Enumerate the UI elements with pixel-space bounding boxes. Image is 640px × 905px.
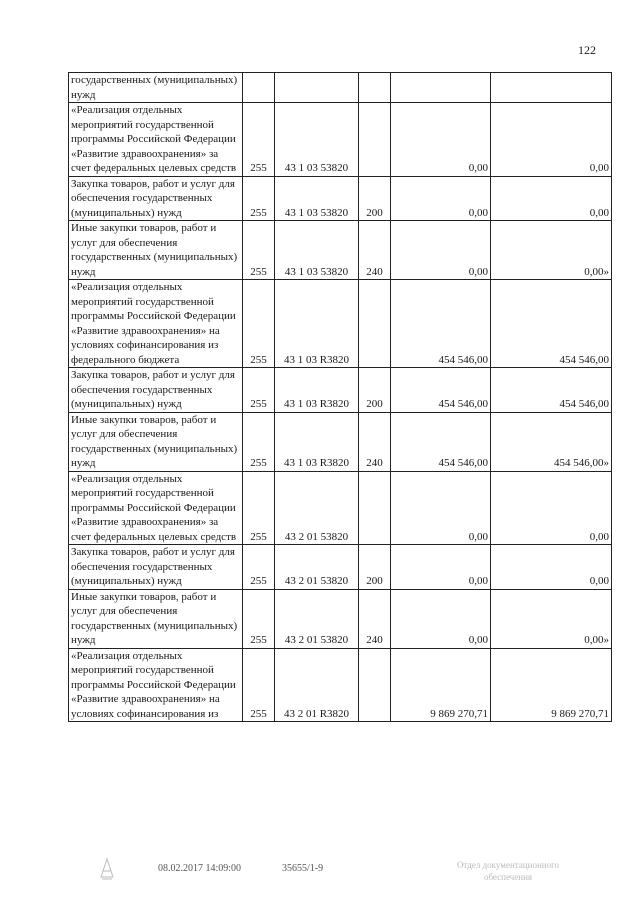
- row-target-code-cell: 43 1 03 R3820: [275, 412, 359, 471]
- row-name-cell: Иные закупки товаров, работ и услуг для обеспечения государственных (муниципальных) нужд: [69, 589, 243, 648]
- table-row: [69, 545, 612, 590]
- row-target-code-cell: 43 1 03 53820: [275, 221, 359, 280]
- row-sum-secondary-cell: 454 546,00»: [491, 412, 612, 471]
- row-sum-secondary-cell: 0,00»: [491, 221, 612, 280]
- row-expense-type-cell: 200: [359, 176, 391, 221]
- row-dept-code-cell: 255: [243, 471, 275, 545]
- row-target-code-cell: 43 2 01 53820: [275, 471, 359, 545]
- table-row: [69, 412, 612, 471]
- table-row: [69, 648, 612, 722]
- row-target-code-cell: 43 1 03 R3820: [275, 368, 359, 413]
- row-sum-primary-cell: 0,00: [391, 103, 491, 177]
- row-target-code-cell: 43 1 03 R3820: [275, 280, 359, 368]
- row-expense-type-cell: [359, 471, 391, 545]
- table-row: [69, 368, 612, 413]
- row-target-code-cell: 43 1 03 53820: [275, 176, 359, 221]
- table-row: [69, 73, 612, 103]
- row-sum-primary-cell: 0,00: [391, 545, 491, 590]
- row-expense-type-cell: [359, 103, 391, 177]
- row-dept-code-cell: [243, 73, 275, 103]
- page-number: 122: [578, 43, 596, 57]
- row-sum-secondary-cell: 0,00: [491, 545, 612, 590]
- table-row: [69, 176, 612, 221]
- row-sum-primary-cell: 454 546,00: [391, 280, 491, 368]
- row-name-cell: Иные закупки товаров, работ и услуг для обеспечения государственных (муниципальных) нужд: [69, 412, 243, 471]
- row-dept-code-cell: 255: [243, 176, 275, 221]
- row-name-cell: государственных (муниципальных) нужд: [69, 73, 243, 103]
- row-sum-primary-cell: 454 546,00: [391, 368, 491, 413]
- row-name-cell: «Реализация отдельных мероприятий государственной программы Российской Федерации «Развитие здравоохранения» на условиях софинансирования из: [69, 648, 243, 722]
- row-dept-code-cell: 255: [243, 648, 275, 722]
- row-expense-type-cell: 240: [359, 221, 391, 280]
- row-dept-code-cell: 255: [243, 412, 275, 471]
- row-dept-code-cell: 255: [243, 589, 275, 648]
- row-target-code-cell: 43 2 01 53820: [275, 589, 359, 648]
- row-sum-secondary-cell: 454 546,00: [491, 368, 612, 413]
- row-sum-primary-cell: 0,00: [391, 589, 491, 648]
- row-target-code-cell: 43 1 03 53820: [275, 103, 359, 177]
- table-row: [69, 221, 612, 280]
- row-expense-type-cell: 200: [359, 545, 391, 590]
- row-dept-code-cell: 255: [243, 280, 275, 368]
- row-expense-type-cell: [359, 73, 391, 103]
- row-sum-primary-cell: 0,00: [391, 221, 491, 280]
- table-row: [69, 280, 612, 368]
- row-expense-type-cell: [359, 280, 391, 368]
- row-name-cell: Иные закупки товаров, работ и услуг для обеспечения государственных (муниципальных) нужд: [69, 221, 243, 280]
- footer-doc-number: 35655/1-9: [282, 863, 324, 874]
- row-sum-secondary-cell: 0,00: [491, 471, 612, 545]
- row-dept-code-cell: 255: [243, 221, 275, 280]
- row-target-code-cell: [275, 73, 359, 103]
- row-name-cell: «Реализация отдельных мероприятий государственной программы Российской Федерации «Развитие здравоохранения» на условиях софинансирования из федерального бюджета: [69, 280, 243, 368]
- row-name-cell: Закупка товаров, работ и услуг для обеспечения государственных (муниципальных) нужд: [69, 368, 243, 413]
- row-dept-code-cell: 255: [243, 368, 275, 413]
- row-sum-primary-cell: 9 869 270,71: [391, 648, 491, 722]
- footer-date: 08.02.2017 14:09:00: [158, 863, 242, 874]
- table-row: [69, 103, 612, 177]
- row-sum-secondary-cell: 454 546,00: [491, 280, 612, 368]
- seal-icon: [98, 857, 116, 881]
- row-sum-primary-cell: [391, 73, 491, 103]
- row-sum-primary-cell: 454 546,00: [391, 412, 491, 471]
- row-expense-type-cell: 240: [359, 412, 391, 471]
- table-row: [69, 471, 612, 545]
- row-sum-secondary-cell: 9 869 270,71: [491, 648, 612, 722]
- row-sum-primary-cell: 0,00: [391, 176, 491, 221]
- row-sum-secondary-cell: 0,00»: [491, 589, 612, 648]
- row-name-cell: Закупка товаров, работ и услуг для обеспечения государственных (муниципальных) нужд: [69, 545, 243, 590]
- footer: [0, 860, 640, 893]
- footer-stamp: Отдел документационного обеспечения: [456, 860, 560, 882]
- row-sum-secondary-cell: 0,00: [491, 103, 612, 177]
- row-target-code-cell: 43 2 01 R3820: [275, 648, 359, 722]
- row-name-cell: «Реализация отдельных мероприятий государственной программы Российской Федерации «Развитие здравоохранения» за счет федеральных целевых средств: [69, 103, 243, 177]
- table-row: [69, 589, 612, 648]
- row-dept-code-cell: 255: [243, 545, 275, 590]
- row-dept-code-cell: 255: [243, 103, 275, 177]
- row-expense-type-cell: 240: [359, 589, 391, 648]
- row-sum-secondary-cell: [491, 73, 612, 103]
- row-expense-type-cell: 200: [359, 368, 391, 413]
- row-name-cell: «Реализация отдельных мероприятий государственной программы Российской Федерации «Развитие здравоохранения» за счет федеральных целевых средств: [69, 471, 243, 545]
- row-target-code-cell: 43 2 01 53820: [275, 545, 359, 590]
- row-name-cell: Закупка товаров, работ и услуг для обеспечения государственных (муниципальных) нужд: [69, 176, 243, 221]
- row-expense-type-cell: [359, 648, 391, 722]
- budget-table: [68, 72, 612, 722]
- row-sum-secondary-cell: 0,00: [491, 176, 612, 221]
- row-sum-primary-cell: 0,00: [391, 471, 491, 545]
